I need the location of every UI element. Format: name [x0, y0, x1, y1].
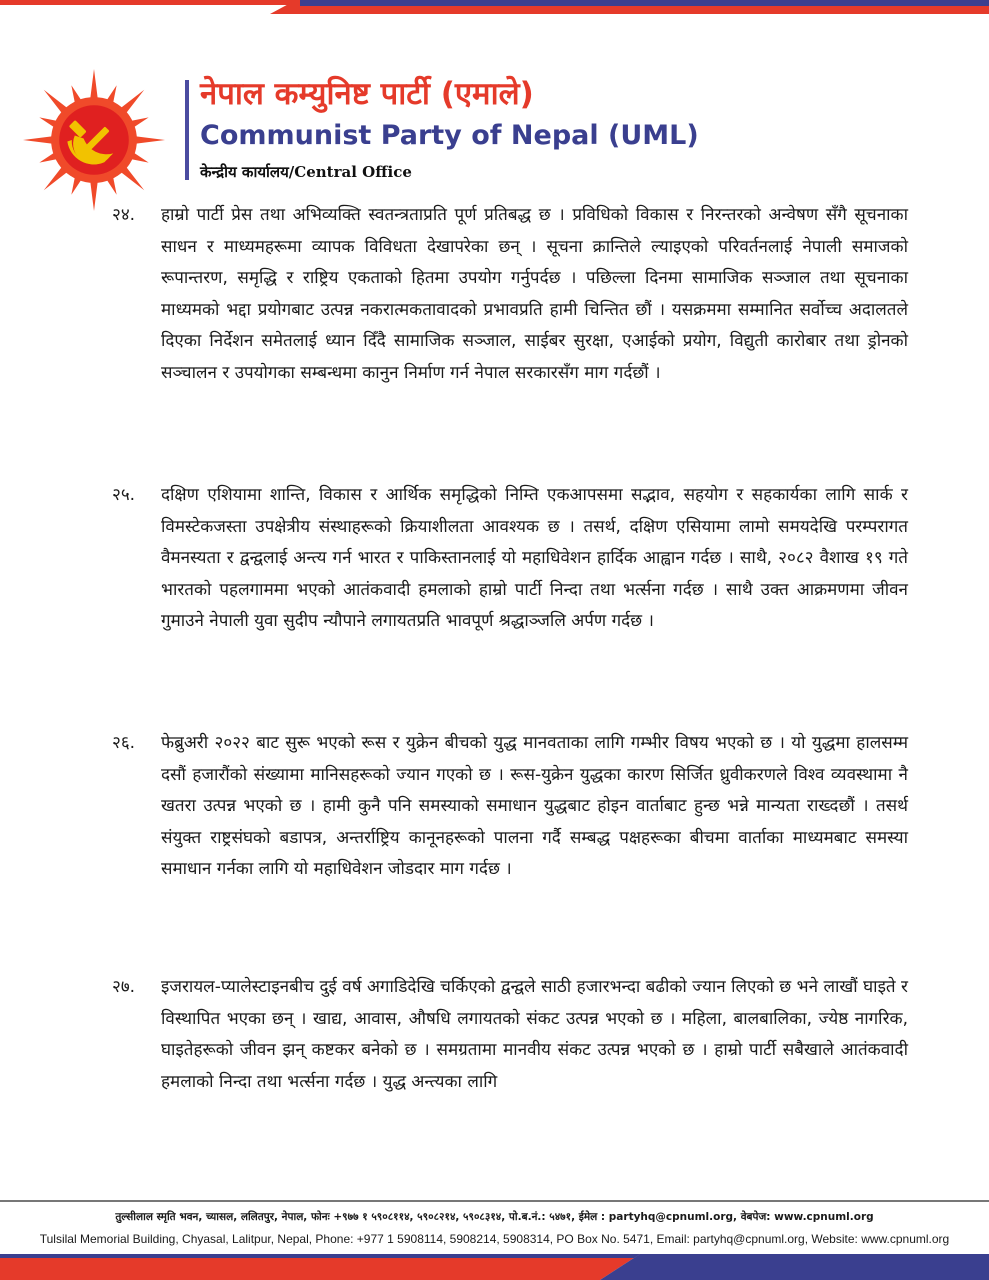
paragraph-number: २५.: [112, 485, 136, 505]
paragraph-text: इजरायल-प्यालेस्टाइनबीच दुई वर्ष अगाडिदेखि चर्किएको द्वन्द्वले साठी हजारभन्दा बढीको ज्यान लिएको छ भने लाखौं घाइते र विस्थापित भएका छन् । खाद्य, आवास, औषधि लगायतको संकट उत्पन्न भएको छ । महिला, बालबालिका, ज्येष्ठ नागरिक, घाइतेहरूको जीवन झन् कष्टकर बनेको छ । समग्रतामा मानवीय संकट उत्पन्न भएको छ । हाम्रो पार्टी सबैखाले आतंकवादी हमलाको निन्दा तथा भर्त्सना गर्दछ । युद्ध अन्त्यका लागि: [161, 977, 908, 1092]
paragraph-number: २४.: [112, 205, 136, 225]
paragraph-text: हाम्रो पार्टी प्रेस तथा अभिव्यक्ति स्वतन्त्रताप्रति पूर्ण प्रतिबद्ध छ । प्रविधिको विकास र निरन्तरको अन्वेषण सँगै सूचनाका साधन र माध्यमहरूमा व्यापक विविधता देखापरेका छन् । सूचना क्रान्तिले ल्याइएको परिवर्तनलाई नेपाली समाजको रूपान्तरण, समृद्धि र राष्ट्रिय एकताको हितमा उपयोग गर्नुपर्दछ । पछिल्ला दिनमा सामाजिक सञ्जाल तथा सूचनाका माध्यमको भद्दा प्रयोगबाट उत्पन्न नकरात्मकतावादको प्रभावप्रति हामी चिन्तित छौं । यसक्रममा सम्मानित सर्वोच्च अदालतले दिएका निर्देशन समेतलाई ध्यान दिँदै सामाजिक सञ्जाल, साईबर सुरक्षा, एआईको प्रयोग, विद्युती कारोबार तथा ड्रोनको सञ्चालन र उपयोगका सम्बन्धमा कानुन निर्माण गर्न नेपाल सरकारसँग माग गर्दछौं ।: [161, 205, 908, 383]
footer-address-nepali: तुल्सीलाल स्मृति भवन, च्यासल, ललितपुर, नेपाल, फोनः +९७७ १ ५९०८११४, ५९०८२१४, ५९०८३१४, पो.ब.नं.: ५४७१, ईमेल : partyhq@cpnuml.org, वेबपेज: www.cpnuml.org: [115, 1211, 874, 1223]
office-label-separator: /: [288, 163, 295, 181]
sun-star-hammer-sickle-logo: [20, 66, 168, 214]
footer-divider: [0, 1200, 989, 1202]
footer-address-english: Tulsilal Memorial Building, Chyasal, Lalitpur, Nepal, Phone: +977 1 5908114, 5908214, 5908314, PO Box No. 5471, Email: partyhq@cpnuml.org, Website: www.cpnuml.org: [39, 1232, 950, 1246]
party-name-nepali: नेपाल कम्युनिष्ट पार्टी (एमाले): [200, 76, 534, 112]
header-color-band: [0, 0, 989, 22]
logo-sun-ray: [23, 136, 56, 144]
paragraph-text: फेब्रुअरी २०२२ बाट सुरू भएको रूस र युक्रेन बीचको युद्ध मानवताका लागि गम्भीर विषय भएको छ । यो युद्धमा हालसम्म दसौं हजारौंको संख्यामा मानिसहरूको ज्यान गएको छ । रूस-युक्रेन युद्धका कारण सिर्जित ध्रुवीकरणले विश्व व्यवस्थामा नै खतरा उत्पन्न भएको छ । हामी कुनै पनि समस्याको समाधान युद्धबाट होइन वार्ताबाट हुन्छ भन्ने मान्यता राख्दछौं । तसर्थ संयुक्त राष्ट्रसंघको बडापत्र, अन्तर्राष्ट्रिय कानूनहरूको पालना गर्दै सम्बद्ध पक्षहरूका बीचमा वार्ताका माध्यमबाट समस्या समाधान गर्नका लागि यो महाधिवेशन जोडदार माग गर्दछ ।: [161, 733, 908, 879]
paragraph-number: २७.: [112, 977, 136, 997]
logo-sun-ray: [90, 178, 98, 211]
footer-color-band: [0, 1254, 989, 1280]
paragraph-text: दक्षिण एशियामा शान्ति, विकास र आर्थिक समृद्धिको निम्ति एकआपसमा सद्भाव, सहयोग र सहकार्यका लागि सार्क र विमस्टेकजस्ता उपक्षेत्रीय संस्थाहरूको क्रियाशीलता आवश्यक छ । तसर्थ, दक्षिण एसियामा लामो समयदेखि परम्परागत वैमनस्यता र द्वन्द्वलाई अन्त्य गर्न भारत र पाकिस्तानलाई यो महाधिवेशन हार्दिक आह्वान गर्दछ । साथै, २०८२ वैशाख १९ गते भारतको पहलगाममा भएको आतंकवादी हमलाको हाम्रो पार्टी निन्दा तथा भर्त्सना गर्दछ । साथै उक्त आक्रमणमा जीवन गुमाउने नेपाली युवा सुदीप न्यौपाने लगायतप्रति भावपूर्ण श्रद्धाञ्जलि अर्पण गर्दछ ।: [161, 485, 908, 631]
paragraph-number: २६.: [112, 733, 136, 753]
office-label-english: Central Office: [294, 163, 412, 181]
office-label: [200, 162, 412, 182]
office-label-nepali: केन्द्रीय कार्यालय: [200, 163, 289, 181]
logo-sun-ray: [132, 136, 165, 144]
logo-sun-ray: [90, 69, 98, 102]
party-name-english: Communist Party of Nepal (UML): [200, 120, 699, 151]
header-divider: [185, 80, 189, 180]
